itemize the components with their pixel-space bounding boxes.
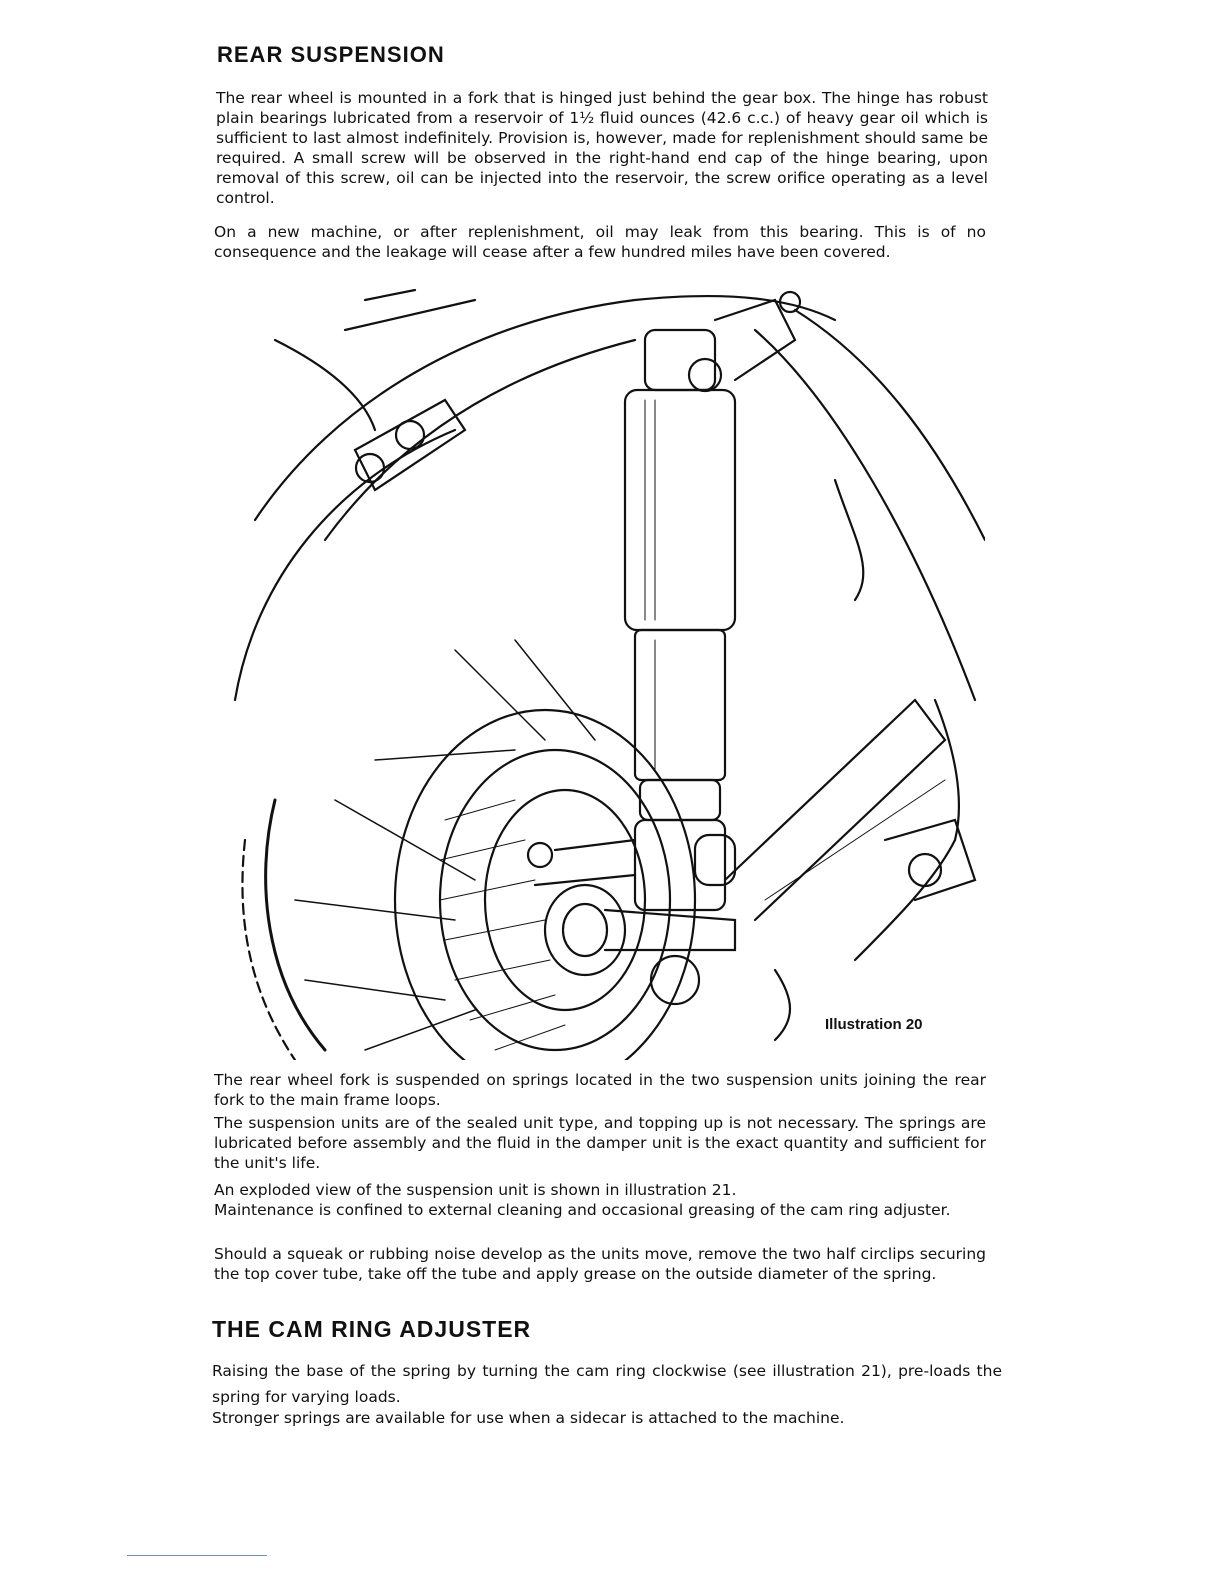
frame-tube-right [755,330,975,700]
illustration-caption: Illustration 20 [825,1016,923,1033]
shock-absorber-cover [625,390,735,630]
illustration-rear-suspension [215,280,985,1060]
section-heading-rear-suspension: REAR SUSPENSION [217,42,445,67]
top-mounting-bolt [689,359,721,391]
wheel-spindle-nut [545,885,625,975]
frame-loop-outer [255,296,835,520]
chain-stay [725,700,945,920]
paragraph-sealed-unit: The suspension units are of the sealed unit type, and topping up is not necessary. The springs are lubricated before assembly and the fluid in the damper unit is the exact quantity and sufficient for the unit's life. [214,1114,986,1172]
paragraph-exploded-view: An exploded view of the suspension unit is shown in illustration 21. [214,1181,737,1199]
paragraph-stronger-springs: Stronger springs are available for use when a sidecar is attached to the machine. [212,1409,845,1427]
paragraph-maintenance: Maintenance is confined to external cleaning and occasional greasing of the cam ring adjuster. [214,1201,951,1219]
paragraph-oil-leak: On a new machine, or after replenishment, oil may leak from this bearing. This is of no consequence and the leakage will cease after a few hundred miles have been covered. [214,223,986,261]
shock-absorber-damper [635,630,725,780]
mudguard-arc [235,430,455,700]
footer-rule [127,1555,267,1556]
paragraph-cam-ring-preload: Raising the base of the spring by turning the cam ring clockwise (see illustration 21), pre-loads the spring for varying loads. [212,1362,1002,1406]
tyre [266,800,325,1050]
paragraph-hinge-bearing: The rear wheel is mounted in a fork that is hinged just behind the gear box. The hinge has robust plain bearings lubricated from a reservoir of 1½ fluid ounces (42.6 c.c.) of heavy gear oil which is sufficient to last almost indefinitely. Provision is, however, made for replenishment should same be required. A small screw will be observed in the right-hand end cap of the hinge bearing, upon removal of this screw, oil can be injected into the reservoir, the screw orifice operating as a level control. [216,89,988,207]
paragraph-springs: The rear wheel fork is suspended on springs located in the two suspension units joining the rear fork to the main frame loops. [214,1071,986,1109]
paragraph-squeak: Should a squeak or rubbing noise develop as the units move, remove the two half circlips securing the top cover tube, take off the tube and apply grease on the outside diameter of the spring. [214,1245,986,1283]
section-heading-cam-ring: THE CAM RING ADJUSTER [212,1316,532,1342]
